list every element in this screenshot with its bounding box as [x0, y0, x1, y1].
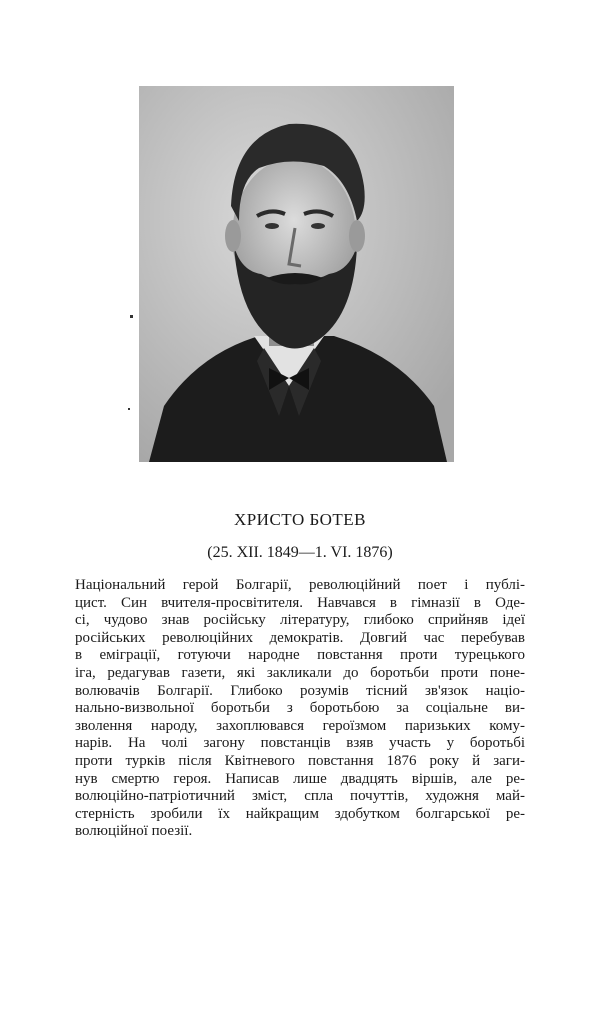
speck-mark	[130, 315, 133, 318]
biography-line: зволення народу, захоплювався героїзмом паризьких кому-	[75, 717, 525, 734]
biography-line: в еміграції, готуючи народне повстання проти турецького	[75, 647, 525, 664]
biography-line: нув смертю героя. Написав лише двадцять віршів, але ре-	[75, 770, 525, 787]
biography-line: сі, чудово знав російську літературу, глибоко сприйняв ідеї	[75, 612, 525, 629]
biography-line: волюційно-патріотичний зміст, спла почуттів, художня май-	[75, 788, 525, 805]
portrait-illustration	[139, 86, 454, 462]
biography-line: цист. Син вчителя-просвітителя. Навчався в гімназії в Оде-	[75, 594, 525, 611]
biography-line: російських революційних демократів. Довгий час перебував	[75, 629, 525, 646]
biography-line: проти турків після Квітневого повстання 1876 року й заги-	[75, 752, 525, 769]
speck-mark	[128, 408, 130, 410]
life-dates: (25. XII. 1849—1. VI. 1876)	[207, 544, 393, 561]
biography-line: нарів. На чолі загону повстанців взяв участь у боротьбі	[75, 735, 525, 752]
biography-line: іга, редагував газети, які закликали до боротьби проти поне-	[75, 664, 525, 681]
biography-line: волюційної поезії.	[75, 823, 193, 840]
person-name-heading: ХРИСТО БОТЕВ	[233, 510, 367, 529]
portrait-photo	[139, 86, 454, 462]
biography-line: Національний герой Болгарії, революційний поет і публі-	[75, 577, 525, 593]
biography-line: стерність зробили їх найкращим здобутком болгарської ре-	[75, 805, 525, 822]
biography-line: волювачів Болгарії. Глибоко розумів тісний зв'язок націо-	[75, 682, 525, 699]
biography-line: нально-визвольної боротьби з боротьбою за соціальне ви-	[75, 700, 525, 717]
biography-text	[75, 577, 525, 841]
